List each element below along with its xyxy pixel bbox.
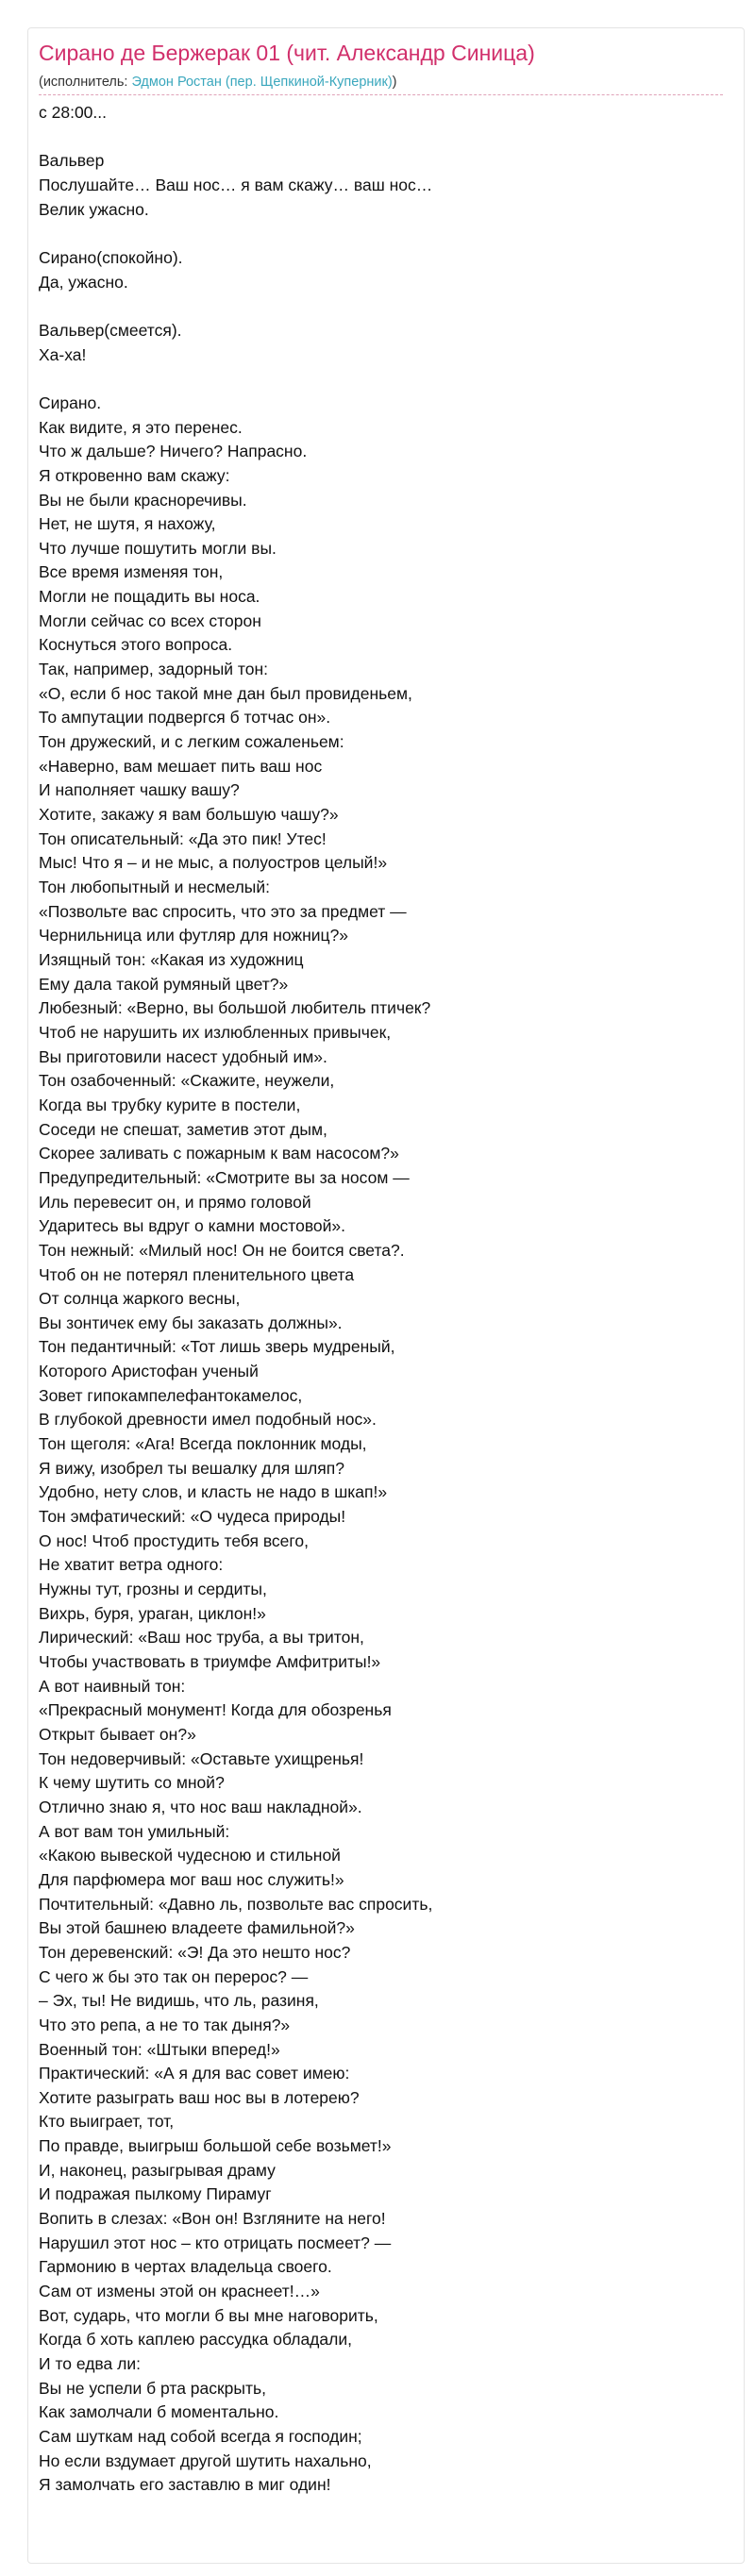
lyrics-line: Чернильница или футляр для ножниц?» [39,926,349,945]
lyrics-line: с 28:00... [39,103,107,122]
lyrics-line: Скорее заливать с пожарным к вам насосом?» [39,1144,399,1163]
lyrics-line: Тон озабоченный: «Скажите, неужели, [39,1071,335,1091]
lyrics-line: И подражая пылкому Пирамуг [39,2184,272,2204]
lyrics-line: Нужны тут, грозны и сердиты, [39,1580,267,1599]
lyrics-line: В глубокой древности имел подобный нос». [39,1410,377,1430]
lyrics-line: Мыс! Что я – и не мыс, а полуостров целый!» [39,853,388,873]
lyrics-line: Я замолчать его заставлю в миг один! [39,2475,331,2495]
lyrics-line: По правде, выигрыш большой себе возьмет!» [39,2136,392,2156]
lyrics-line: Как замолчали б моментально. [39,2402,279,2422]
lyrics-line: Могли не пощадить вы носа. [39,587,260,607]
lyrics-line: Ударитесь вы вдруг о камни мостовой». [39,1216,346,1236]
lyrics-line: – Эх, ты! Не видишь, что ль, разиня, [39,1991,319,2011]
lyrics-card [27,27,745,2564]
lyrics-line: О нос! Чтоб простудить тебя всего, [39,1531,310,1550]
lyrics-line: Хотите разыграть ваш нос вы в лотерею? [39,2087,360,2107]
lyrics-line: Ха-ха! [39,344,87,364]
lyrics-line: Зовет гипокампелефантокамелос, [39,1385,303,1405]
lyrics-line: Чтоб он не потерял пленительного цвета [39,1264,355,1284]
lyrics-line: Удобно, нету слов, и класть не надо в шкап!» [39,1482,388,1502]
lyrics-line: Военный тон: «Штыки вперед!» [39,2039,280,2059]
lyrics-line: От солнца жаркого весны, [39,1289,241,1309]
lyrics-line: «О, если б нос такой мне дан был провиденьем, [39,683,412,703]
lyrics-line: Чтоб не нарушить их излюбленных привычек, [39,1022,392,1042]
lyrics-line: Тон деревенский: «Э! Да это нешто нос? [39,1942,351,1962]
lyrics-line: А вот вам тон умильный: [39,1821,230,1841]
lyrics-blank-line [39,222,728,246]
lyrics-line: «Позвольте вас спросить, что это за предмет — [39,901,407,921]
lyrics-line: Послушайте… Ваш нос… я вам скажу… ваш нос… [39,175,433,194]
title-divider [39,94,723,95]
lyrics-line: Я откровенно вам скажу: [39,465,230,485]
lyrics-line: Как видите, я это перенес. [39,417,243,437]
song-title: Сирано де Бержерак 01 (чит. Александр Синица) [39,41,535,65]
lyrics-line: Сирано(спокойно). [39,247,183,267]
lyrics-line: Тон недоверчивый: «Оставьте ухищренья! [39,1748,364,1768]
lyrics-line: Я вижу, изобрел ты вешалку для шляп? [39,1458,344,1478]
lyrics-line: Иль перевесит он, и прямо головой [39,1192,311,1212]
lyrics-blank-line [39,125,728,150]
lyrics-line: И наполняет чашку вашу? [39,780,240,800]
lyrics-line: И то едва ли: [39,2354,141,2374]
lyrics-line: А вот наивный тон: [39,1676,186,1696]
lyrics-line: Вы зонтичек ему бы заказать должны». [39,1313,343,1332]
lyrics-line: Хотите, закажу я вам большую чашу?» [39,805,339,825]
lyrics-line: Вы не успели б рта раскрыть, [39,2378,266,2398]
lyrics-line: Отлично знаю я, что нос ваш накладной». [39,1797,362,1816]
lyrics-line: Тон дружеский, и с легким сожаленьем: [39,732,344,752]
lyrics-line: Почтительный: «Давно ль, позвольте вас спросить, [39,1894,433,1914]
lyrics-line: Что это репа, а не то так дыня?» [39,2015,291,2034]
lyrics-line: Открыт бывает он?» [39,1724,196,1744]
lyrics-line: С чего ж бы это так он перерос? — [39,1966,309,1986]
lyrics-line: Все время изменяя тон, [39,562,224,582]
lyrics-line: Но если вздумает другой шутить нахально, [39,2451,372,2470]
lyrics-line: Для парфюмера мог ваш нос служить!» [39,1869,344,1889]
lyrics-line: Когда вы трубку курите в постели, [39,1095,301,1114]
lyrics-line: Вопить в слезах: «Вон он! Взгляните на него! [39,2209,386,2229]
lyrics-line: Соседи не спешат, заметив этот дым, [39,1119,327,1139]
lyrics-line: Что лучше пошутить могли вы. [39,538,277,558]
lyrics-line: Нет, не шутя, я нахожу, [39,514,216,534]
lyrics-line: Нарушил этот нос – кто отрицать посмеет? — [39,2233,392,2252]
lyrics-line: Что ж дальше? Ничего? Напрасно. [39,442,308,461]
lyrics-line: Вы этой башнею владеете фамильной?» [39,1918,355,1938]
performer-prefix: (исполнитель: [39,75,132,90]
lyrics-line: К чему шутить со мной? [39,1773,225,1793]
lyrics-line: Сирано. [39,393,102,412]
performer-line [39,74,397,91]
lyrics-line: Чтобы участвовать в триумфе Амфитриты!» [39,1652,381,1671]
lyrics-line: Вихрь, буря, ураган, циклон!» [39,1603,266,1623]
lyrics-line: «Какою вывеской чудесною и стильной [39,1846,341,1865]
lyrics-text [39,101,728,2498]
lyrics-line: Сам шуткам над собой всегда я господин; [39,2427,362,2446]
lyrics-line: Кто выиграет, тот, [39,2112,175,2132]
lyrics-line: Предупредительный: «Смотрите вы за носом — [39,1167,410,1187]
lyrics-blank-line [39,367,728,392]
lyrics-line: Лирический: «Ваш нос труба, а вы тритон, [39,1628,364,1648]
lyrics-line: Тон любопытный и несмелый: [39,878,271,896]
lyrics-line: То ампутации подвергся б тотчас он». [39,708,331,728]
lyrics-line: Вот, сударь, что могли б вы мне наговорить, [39,2305,378,2325]
lyrics-line: Тон эмфатический: «О чудеса природы! [39,1507,346,1527]
lyrics-line: Изящный тон: «Какая из художниц [39,949,304,969]
lyrics-line: Практический: «А я для вас совет имею: [39,2064,350,2083]
lyrics-line: Любезный: «Верно, вы большой любитель птичек? [39,998,431,1018]
lyrics-line: Могли сейчас со всех сторон [39,611,261,630]
lyrics-line: Гармонию в чертах владельца своего. [39,2257,332,2277]
lyrics-line: И, наконец, разыгрывая драму [39,2160,276,2180]
lyrics-line: «Прекрасный монумент! Когда для обозренья [39,1700,392,1720]
lyrics-line: «Наверно, вам мешает пить ваш нос [39,756,323,776]
lyrics-line: Вы не были красноречивы. [39,490,247,510]
lyrics-line: Коснуться этого вопроса. [39,635,233,655]
lyrics-blank-line [39,294,728,319]
lyrics-line: Когда б хоть каплею рассудка обладали, [39,2330,352,2350]
lyrics-line: Да, ужасно. [39,272,128,292]
lyrics-line: Вы приготовили насест удобный им». [39,1046,327,1066]
lyrics-line: Вальвер [39,151,105,171]
lyrics-line: Тон щеголя: «Ага! Всегда поклонник моды, [39,1434,367,1454]
lyrics-line: Не хватит ветра одного: [39,1555,224,1575]
lyrics-line: Тон педантичный: «Тот лишь зверь мудреный, [39,1337,395,1357]
lyrics-line: Которого Аристофан ученый [39,1362,259,1381]
lyrics-line: Ему дала такой румяный цвет?» [39,974,289,994]
performer-suffix: ) [392,75,397,90]
lyrics-line: Велик ужасно. [39,199,149,219]
lyrics-line: Тон нежный: «Милый нос! Он не боится света?. [39,1240,405,1260]
lyrics-line: Тон описательный: «Да это пик! Утес! [39,828,327,848]
performer-link[interactable]: Эдмон Ростан (пер. Щепкиной-Куперник) [131,75,393,90]
lyrics-line: Сам от измены этой он краснеет!…» [39,2282,320,2301]
lyrics-line: Вальвер(смеется). [39,320,182,340]
lyrics-line: Так, например, задорный тон: [39,660,269,679]
